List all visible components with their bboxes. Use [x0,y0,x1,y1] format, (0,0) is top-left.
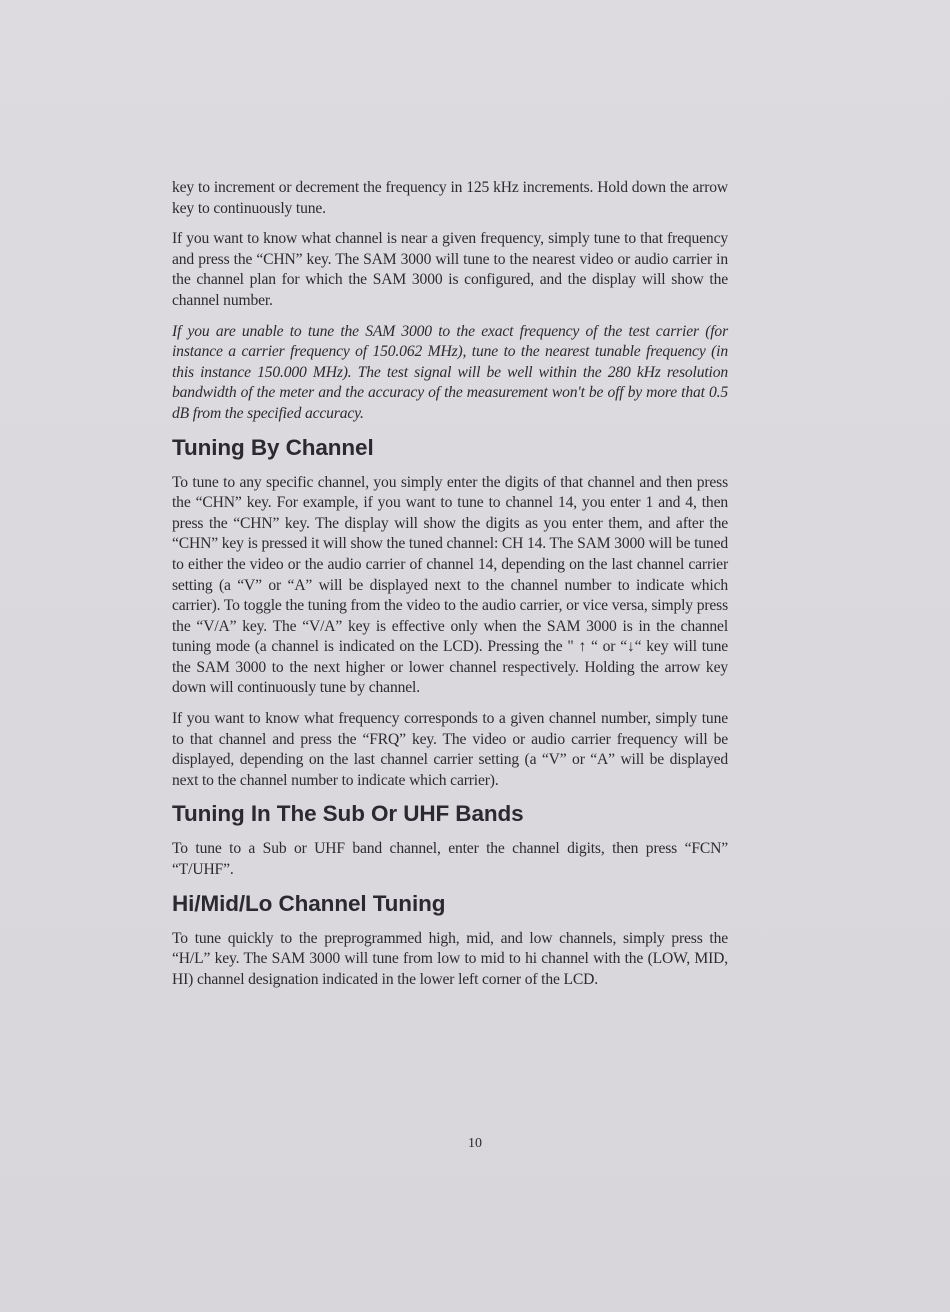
page-body [172,178,728,990]
section-heading-tuning-by-channel: Tuning By Channel [172,434,374,460]
intro-paragraph-1: key to increment or decrement the frequency in 125 kHz increments. Hold down the arrow key to continuously tune. [172,179,728,217]
section-2-paragraph-1: To tune to a Sub or UHF band channel, enter the channel digits, then press “FCN” “T/UHF”. [172,840,728,879]
intro-paragraph-2: If you want to know what channel is near a given frequency, simply tune to that frequency and press the “CHN” key. The SAM 3000 will tune to the nearest video or audio carrier in the channel plan for which the SAM 3000 is configured, and the display will show the channel number. [172,230,728,309]
section-heading-sub-uhf-bands: Tuning In The Sub Or UHF Bands [172,801,524,827]
section-heading-hi-mid-lo: Hi/Mid/Lo Channel Tuning [172,890,446,916]
section-3-paragraph-1: To tune quickly to the preprogrammed high, mid, and low channels, simply press the “H/L” key. The SAM 3000 will tune from low to mid to hi channel with the (LOW, MID, HI) channel designation indicated in the lower left corner of the LCD. [172,929,728,988]
section-1-paragraph-2: If you want to know what frequency corresponds to a given channel number, simply tune to that channel and press the “FRQ” key. The video or audio carrier frequency will be displayed, depending on the last channel carrier setting (a “V” or “A” will be displayed next to the channel number to indicate which carrier). [172,710,728,789]
italic-note: If you are unable to tune the SAM 3000 to the exact frequency of the test carrier (for instance a carrier frequency of 150.062 MHz), tune to the nearest tunable frequency (in this instance 150.000 MHz). The test signal will be well within the 280 kHz resolution bandwidth of the meter and the accuracy of the measurement won't be off by more that 0.5 dB from the specified accuracy. [172,322,728,422]
section-1-paragraph-1: To tune to any specific channel, you simply enter the digits of that channel and then press the “CHN” key. For example, if you want to tune to channel 14, you enter 1 and 4, then press the “CHN” key. The display will show the digits as you enter them, and after the “CHN” key is pressed it will show the tuned channel: CH 14. The SAM 3000 will be tuned to either the video or the audio carrier of channel 14, depending on the last channel carrier setting (a “V” or “A” will be displayed next to the channel number to indicate which carrier). To toggle the tuning from the video to the audio carrier, or vice versa, simply press the “V/A” key. The “V/A” key is effective only when the SAM 3000 is in the channel tuning mode (a channel is indicated on the LCD). Pressing the " ↑ “ or “↓“ key will tune the SAM 3000 to the next higher or lower channel respectively. Holding the arrow key down will continuously tune by channel. [172,473,728,697]
page-number: 10 [468,1136,482,1151]
